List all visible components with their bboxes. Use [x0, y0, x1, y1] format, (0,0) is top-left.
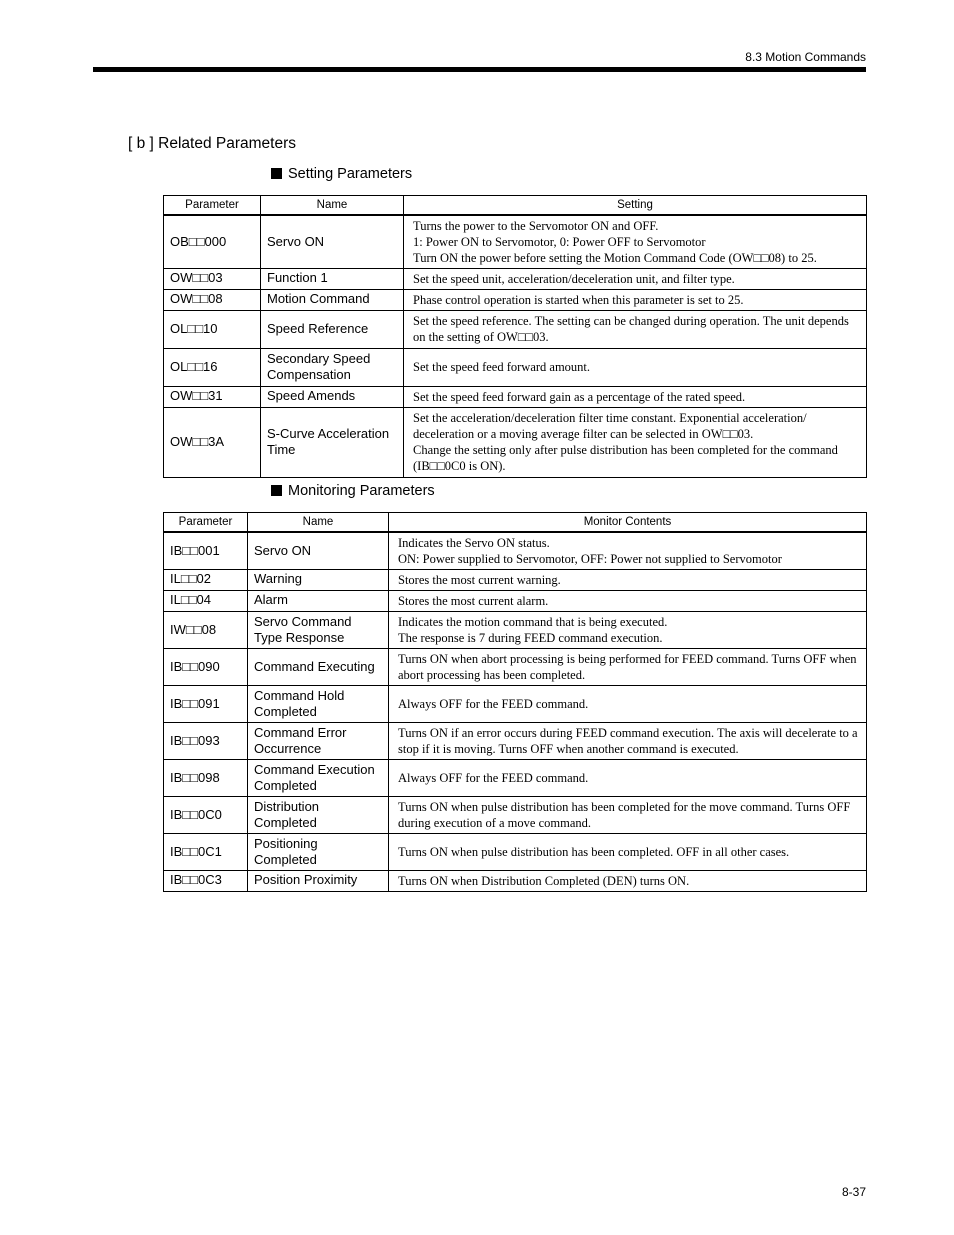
name-cell: Secondary Speed Compensation [261, 348, 404, 386]
name-cell: Speed Amends [261, 386, 404, 407]
contents-line: Stores the most current alarm. [398, 593, 549, 608]
table-header-row [164, 196, 867, 216]
parameter-cell: IB□□091 [164, 685, 248, 722]
setting-cell [404, 348, 867, 386]
monitoring-parameters-table [163, 512, 867, 892]
table-row [164, 310, 867, 348]
setting-line: Change the setting only after pulse distribution has been completed for the command (IB□□0C0 is ON). [413, 443, 838, 473]
parameter-cell: OW□□08 [164, 289, 261, 310]
setting-parameters-title: Setting Parameters [288, 166, 413, 182]
contents-line: Turns ON when pulse distribution has been completed for the move command. Turns OFF during execution of a move command. [398, 799, 851, 830]
parameter-cell: IW□□08 [164, 611, 248, 648]
parameter-cell: OW□□03 [164, 268, 261, 289]
name-cell: Distribution Completed [248, 796, 389, 833]
name-cell: Position Proximity [248, 870, 389, 891]
name-cell: Command Execution Completed [248, 759, 389, 796]
monitor-contents-cell [389, 569, 867, 590]
parameter-cell: OL□□16 [164, 348, 261, 386]
contents-line: Indicates the motion command that is being executed. [398, 614, 668, 629]
setting-line: Set the speed unit, acceleration/deceleration unit, and filter type. [413, 271, 735, 286]
monitor-contents-cell [389, 532, 867, 569]
name-cell: Servo ON [261, 215, 404, 268]
page-number: 8-37 [841, 1185, 866, 1199]
setting-parameters-heading [271, 166, 412, 182]
name-cell: Speed Reference [261, 310, 404, 348]
parameter-cell: IL□□04 [164, 590, 248, 611]
table-row [164, 268, 867, 289]
monitor-contents-cell [389, 648, 867, 685]
contents-line: ON: Power supplied to Servomotor, OFF: Power not supplied to Servomotor [398, 551, 782, 566]
parameter-cell: IL□□02 [164, 569, 248, 590]
setting-cell [404, 215, 867, 268]
table-row [164, 759, 867, 796]
square-bullet-icon [271, 485, 282, 496]
contents-line: Always OFF for the FEED command. [398, 770, 589, 785]
contents-line: The response is 7 during FEED command execution. [398, 630, 663, 645]
header-rule [93, 67, 866, 72]
setting-line: Phase control operation is started when this parameter is set to 25. [413, 292, 744, 307]
name-cell: Positioning Completed [248, 833, 389, 870]
setting-line: Turn ON the power before setting the Motion Command Code (OW□□08) to 25. [413, 250, 817, 265]
monitor-contents-cell [389, 870, 867, 891]
contents-line: Turns ON when pulse distribution has been completed. OFF in all other cases. [398, 844, 790, 859]
contents-line: Indicates the Servo ON status. [398, 535, 550, 550]
setting-line: Turns the power to the Servomotor ON and OFF. [413, 218, 659, 233]
monitoring-parameters-title: Monitoring Parameters [288, 483, 435, 499]
related-parameters-heading: [ b ] Related Parameters [128, 135, 296, 152]
name-cell: S-Curve Acceleration Time [261, 407, 404, 477]
setting-cell [404, 310, 867, 348]
parameter-cell: IB□□098 [164, 759, 248, 796]
setting-cell [404, 289, 867, 310]
setting-table-body [164, 215, 867, 477]
name-cell: Command Hold Completed [248, 685, 389, 722]
column-header-parameter: Parameter [164, 513, 248, 533]
contents-line: Always OFF for the FEED command. [398, 696, 589, 711]
monitor-contents-cell [389, 611, 867, 648]
table-row [164, 648, 867, 685]
table-row [164, 796, 867, 833]
table-row [164, 590, 867, 611]
monitor-contents-cell [389, 722, 867, 759]
table-row [164, 611, 867, 648]
parameter-cell: IB□□090 [164, 648, 248, 685]
parameter-cell: OW□□3A [164, 407, 261, 477]
setting-line: Set the speed feed forward amount. [413, 360, 591, 374]
name-cell: Warning [248, 569, 389, 590]
setting-line: Set the speed feed forward gain as a percentage of the rated speed. [413, 389, 746, 404]
contents-line: Turns ON when abort processing is being performed for FEED command. Turns OFF when abort processing has been completed. [398, 651, 857, 682]
table-row [164, 870, 867, 891]
column-header-parameter: Parameter [164, 196, 261, 216]
contents-line: Turns ON if an error occurs during FEED command execution. The axis will decelerate to a stop if it is moving. Turns OFF when another command is executed. [398, 725, 858, 756]
parameter-cell: IB□□0C0 [164, 796, 248, 833]
table-row [164, 215, 867, 268]
name-cell: Servo Command Type Response [248, 611, 389, 648]
table-row [164, 833, 867, 870]
name-cell: Motion Command [261, 289, 404, 310]
setting-line: Set the acceleration/deceleration filter time constant. Exponential acceleration/ deceleration or a moving average filter can be selected in OW□□03. [413, 411, 807, 441]
table-row [164, 407, 867, 477]
column-header-monitor-contents: Monitor Contents [389, 513, 867, 533]
monitoring-parameters-heading [271, 483, 435, 499]
monitoring-table-body [164, 532, 867, 891]
table-row [164, 386, 867, 407]
table-header-row [164, 513, 867, 533]
table-row [164, 348, 867, 386]
square-bullet-icon [271, 168, 282, 179]
setting-cell [404, 268, 867, 289]
parameter-cell: IB□□001 [164, 532, 248, 569]
monitor-contents-cell [389, 590, 867, 611]
parameter-cell: OL□□10 [164, 310, 261, 348]
monitor-contents-cell [389, 833, 867, 870]
setting-cell [404, 386, 867, 407]
contents-line: Turns ON when Distribution Completed (DEN) turns ON. [398, 873, 690, 888]
setting-parameters-table [163, 195, 867, 478]
monitor-contents-cell [389, 796, 867, 833]
setting-line: Set the speed reference. The setting can be changed during operation. The unit depends on the setting of OW□□03. [413, 314, 849, 344]
table-row [164, 289, 867, 310]
name-cell: Command Executing [248, 648, 389, 685]
contents-line: Stores the most current warning. [398, 572, 561, 587]
setting-cell [404, 407, 867, 477]
column-header-name: Name [248, 513, 389, 533]
name-cell: Function 1 [261, 268, 404, 289]
table-row [164, 532, 867, 569]
parameter-cell: IB□□093 [164, 722, 248, 759]
column-header-setting: Setting [404, 196, 867, 216]
parameter-cell: OB□□000 [164, 215, 261, 268]
table-row [164, 685, 867, 722]
name-cell: Alarm [248, 590, 389, 611]
parameter-cell: IB□□0C1 [164, 833, 248, 870]
monitor-contents-cell [389, 685, 867, 722]
monitor-contents-cell [389, 759, 867, 796]
column-header-name: Name [261, 196, 404, 216]
section-title: 8.3 Motion Commands [745, 50, 866, 64]
table-row [164, 722, 867, 759]
name-cell: Servo ON [248, 532, 389, 569]
setting-line: 1: Power ON to Servomotor, 0: Power OFF to Servomotor [413, 234, 706, 249]
table-row [164, 569, 867, 590]
name-cell: Command Error Occurrence [248, 722, 389, 759]
parameter-cell: OW□□31 [164, 386, 261, 407]
parameter-cell: IB□□0C3 [164, 870, 248, 891]
